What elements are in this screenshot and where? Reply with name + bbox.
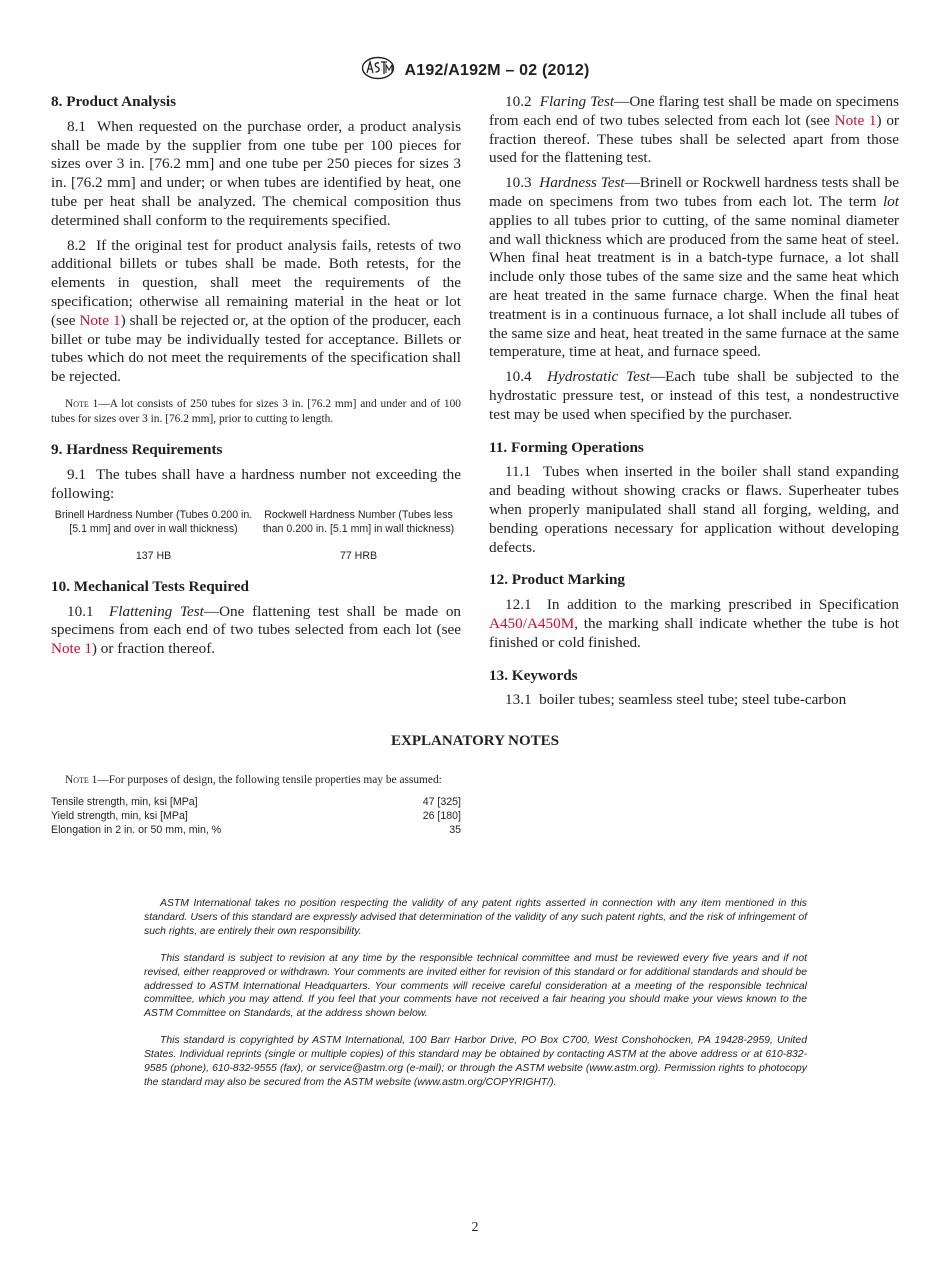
table-row: [51, 809, 461, 823]
paragraph-text: The tubes shall have a hardness number not exceeding the following:: [51, 465, 461, 502]
paragraph-8-1: [51, 118, 461, 231]
paragraph-text: applies to all tubes prior to cutting, of the same nominal diameter and wall thickness which are produced from the same heat of steel. When final heat treatment is in a batch-type furnace, a lot shall include only those tubes of the same size and the same heat which are heat treated in the same furnace charge. When the final heat treatment is in a continuous furnace, a lot shall include all tubes of the same size and heat, heat treated in the same furnace at the same temperature, time at heat, and furnace speed.: [489, 211, 899, 361]
paragraph-number: 10.2: [505, 93, 532, 110]
paragraph-10-1: [51, 603, 461, 659]
paragraph-number: 10.1: [67, 602, 94, 620]
note-1-link[interactable]: Note 1: [79, 311, 121, 329]
table-row: [51, 823, 461, 837]
term: Hardness Test: [539, 174, 625, 192]
note-1-link[interactable]: Note 1: [51, 640, 92, 658]
term: Flattening Test: [109, 602, 204, 620]
note-text: —For purposes of design, the following tensile properties may be assumed:: [97, 774, 442, 786]
paragraph-text: ) or fraction thereof. These tubes shall be selected apart from those used for the flattening test.: [489, 111, 899, 167]
paragraph-text: , the marking shall indicate whether the tube is hot finished or cold finished.: [489, 614, 899, 651]
explanatory-notes-title: EXPLANATORY NOTES: [391, 733, 559, 749]
paragraph-10-4: [489, 368, 899, 424]
paragraph-number: 8.1: [67, 117, 86, 135]
table-header-brinell: Brinell Hardness Number (Tubes 0.200 in. [5.1 mm] and over in wall thickness): [54, 509, 253, 535]
paragraph-text: —One flaring test shall be made on specimens from each end of two tubes selected from each lot (see: [489, 93, 899, 129]
paragraph-8-2: [51, 237, 461, 387]
paragraph-number: 10.4: [505, 368, 532, 386]
explanatory-note-intro: [51, 773, 461, 788]
specification-link[interactable]: A450/A450M: [489, 614, 575, 632]
copyright-notice: This standard is copyrighted by ASTM International, 100 Barr Harbor Drive, PO Box C700, West Conshohocken, PA 19428-2959, United States. Individual reprints (single or multiple copies) of this standard may be obtained by contacting ASTM at the above address or at 610-832-9585 (phone), 610-832-9555 (fax), or service@astm.org (e-mail); or through the ASTM website (www.astm.org). Permission rights to photocopy the standard may also be secured from the ASTM website (www.astm.org/COPYRIGHT/).: [144, 1035, 807, 1088]
property-value: 47 [325]: [422, 796, 461, 808]
property-label: Elongation in 2 in. or 50 mm, min, %: [51, 824, 222, 836]
astm-disclaimers: [144, 897, 807, 1103]
paragraph-number: 11.1: [505, 463, 532, 481]
paragraph-text: ) shall be rejected or, at the option of the producer, each billet or tube may be individually tested for acceptance. Billets or tubes which do not meet the requirements of the specification shall be rejected.: [51, 311, 462, 386]
paragraph-text: In addition to the marking prescribed in Specification: [546, 596, 899, 614]
note-label: Note 1: [65, 774, 98, 786]
paragraph-10-3: [489, 174, 899, 362]
section-title-13: 13. Keywords: [489, 666, 578, 684]
paragraph-text: Tubes when inserted in the boiler shall stand expanding and beading without showing cracks or flaws. Superheater tubes when properly manipulated shall stand all forging, welding, and bending operations necessary for application without developing defects.: [489, 463, 899, 556]
property-value: 26 [180]: [422, 810, 461, 822]
table-row: [51, 795, 461, 809]
standard-designation: A192/A192M – 02 (2012): [404, 61, 590, 79]
page-header: [0, 56, 950, 85]
section-title-9: 9. Hardness Requirements: [51, 440, 223, 458]
section-title-8: 8. Product Analysis: [51, 93, 177, 110]
paragraph-12-1: [489, 596, 899, 652]
table-header-row: [51, 509, 461, 536]
paragraph-11-1: [489, 463, 899, 557]
table-header-rockwell: Rockwell Hardness Number (Tubes less than 0.200 in. [5.1 mm] in wall thickness): [262, 509, 455, 535]
property-label: Tensile strength, min, ksi [MPa]: [51, 796, 198, 808]
paragraph-text: When requested on the purchase order, a product analysis shall be made by the supplier from one tube per 100 pieces for sizes over 3 in. [76.2 mm] and one tube per 250 pieces for sizes 3 in. [76.2 mm] and under; or when tubes are identified by heat, one tube per heat shall be analyzed. The chemical composition thus determined shall conform to the requirements specified.: [51, 117, 461, 229]
revision-disclaimer: This standard is subject to revision at any time by the responsible technical committee and must be reviewed every five years and if not revised, either reapproved or withdrawn. Your comments are invited either for revision of this standard or for additional standards and should be addressed to ASTM International Headquarters. Your comments will receive careful consideration at a meeting of the responsible technical committee, which you may attend. If you feel that your comments have not received a fair hearing you should make your views known to the ASTM Committee on Standards, at the address shown below.: [144, 952, 807, 1020]
term: Hydrostatic Test: [547, 368, 650, 386]
paragraph-9-1: [51, 466, 461, 504]
paragraph-number: 13.1: [505, 691, 532, 709]
paragraph-number: 8.2: [67, 236, 86, 254]
paragraph-10-2: [489, 93, 899, 168]
section-title-12: 12. Product Marking: [489, 571, 625, 589]
paragraph-text: boiler tubes; seamless steel tube; steel tube-carbon: [539, 691, 847, 709]
paragraph-number: 12.1: [505, 596, 532, 614]
paragraph-text: —One flattening test shall be made on specimens from each end of two tubes selected from each lot (see: [51, 602, 462, 639]
astm-logo-icon: [361, 56, 395, 85]
term: lot: [882, 192, 899, 210]
section-title-10: 10. Mechanical Tests Required: [51, 577, 250, 595]
term: Flaring Test: [539, 93, 615, 110]
paragraph-text: —Brinell or Rockwell hardness tests shall be made on specimens from two tubes from each lot. The term: [489, 174, 899, 210]
note-label: Note 1: [65, 397, 99, 410]
paragraph-13-1: [489, 691, 899, 710]
note-1: [51, 397, 461, 427]
table-row: [51, 550, 461, 564]
note-text: —A lot consists of 250 tubes for sizes 3 in. [76.2 mm] and under and of 100 tubes for sizes over 3 in. [76.2 mm], prior to cutting to length.: [51, 397, 461, 425]
page-number: 2: [471, 1220, 479, 1235]
explanatory-note-1: [51, 773, 461, 837]
property-value: 35: [449, 824, 461, 836]
paragraph-text: If the original test for product analysis fails, retests of two additional billets or tubes shall be made. Both retests, for the elements in question, shall meet the requirements of the specification; otherwise all remaining material in the heat or lot (see: [51, 236, 461, 329]
tensile-properties-table: [51, 795, 461, 837]
property-label: Yield strength, min, ksi [MPa]: [51, 810, 188, 822]
paragraph-text: —Each tube shall be subjected to the hydrostatic pressure test, or instead of this test, a nondestructive test may be used when specified by the purchaser.: [489, 368, 900, 423]
right-column: [489, 93, 899, 716]
paragraph-number: 10.3: [505, 174, 532, 192]
hardness-table: [51, 509, 461, 564]
section-title-11: 11. Forming Operations: [489, 438, 644, 456]
paragraph-number: 9.1: [67, 465, 86, 483]
patent-disclaimer: ASTM International takes no position respecting the validity of any patent rights asserted in connection with any item mentioned in this standard. Users of this standard are expressly advised that determination of the validity of any such patent rights, and the risk of infringement of such rights, are entirely their own responsibility.: [144, 898, 807, 937]
paragraph-text: ) or fraction thereof.: [91, 640, 216, 658]
left-column: [51, 93, 461, 665]
note-1-link[interactable]: Note 1: [834, 111, 877, 129]
table-cell-rockwell: 77 HRB: [339, 550, 378, 563]
table-cell-brinell: 137 HB: [135, 550, 172, 563]
